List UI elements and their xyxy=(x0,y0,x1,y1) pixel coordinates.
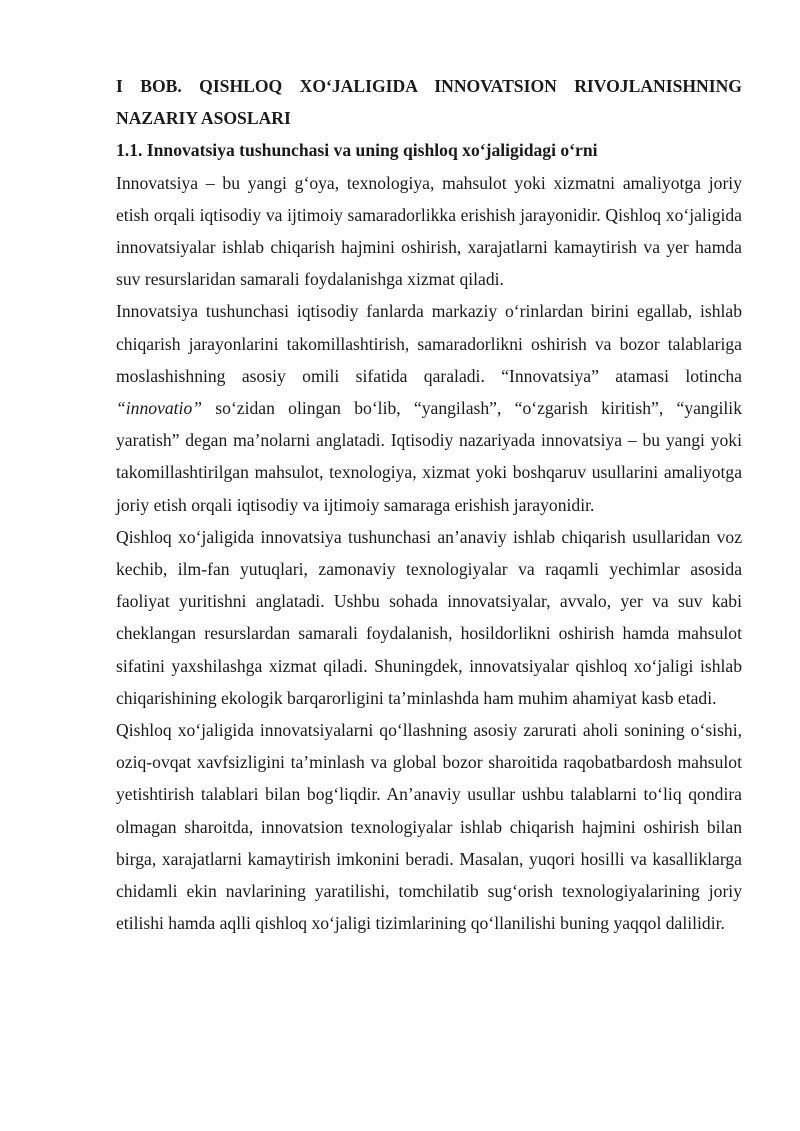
paragraph-2-text-start: Innovatsiya tushunchasi iqtisodiy fanlarda markaziy o‘rinlardan birini egallab, ishlab chiqarish jarayonlarini takomillashtirish, samaradorlikni oshirish va bozor talablariga moslashishning asosiy omili sifatida qaraladi. “Innovatsiya” atamasi lotincha xyxy=(116,301,742,386)
paragraph-1: Innovatsiya – bu yangi g‘oya, texnologiya, mahsulot yoki xizmatni amaliyotga joriy etish orqali iqtisodiy va ijtimoiy samaradorlikka erishish jarayonidir. Qishloq xo‘jaligida innovatsiyalar ishlab chiqarish hajmini oshirish, xarajatlarni kamaytirish va yer hamda suv resurslaridan samarali foydalanishga xizmat qiladi. xyxy=(116,172,742,290)
paragraph-2-italic-term: “innovatio” xyxy=(116,398,203,419)
document-page xyxy=(116,70,742,939)
paragraph-2 xyxy=(116,295,742,520)
paragraph-3: Qishloq xo‘jaligida innovatsiya tushunchasi an’anaviy ishlab chiqarish usullaridan voz kechib, ilm-fan yutuqlari, zamonaviy texnologiyalar va raqamli yechimlar asosida faoliyat yuritishni anglatadi. Ushbu sohada innovatsiyalar, avvalo, yer va suv kabi cheklangan resurslardan samarali foydalanish, hosildorlikni oshirish hamda mahsulot sifatini yaxshilashga xizmat qiladi. Shuningdek, innovatsiyalar qishloq xo‘jaligi ishlab chiqarishining ekologik barqarorligini ta’minlashda ham muhim ahamiyat kasb etadi. xyxy=(116,526,742,708)
paragraph-4: Qishloq xo‘jaligida innovatsiyalarni qo‘llashning asosiy zarurati aholi sonining o‘sishi, oziq-ovqat xavfsizligini ta’minlash va global bozor sharoitida raqobatbardosh mahsulot yetishtirish talablari bilan bog‘liqdir. An’anaviy usullar ushbu talablarni to‘liq qondira olmagan sharoitda, innovatsion texnologiyalar ishlab chiqarish hajmini oshirish bilan birga, xarajatlarni kamaytirish imkonini beradi. Masalan, yuqori hosilli va kasalliklarga chidamli ekin navlarining yaratilishi, tomchilatib sug‘orish texnologiyalarining joriy etilishi hamda aqlli qishloq xo‘jaligi tizimlarining qo‘llanilishi buning yaqqol dalilidir. xyxy=(116,720,742,934)
section-title: 1.1. Innovatsiya tushunchasi va uning qishloq xo‘jaligidagi o‘rni xyxy=(116,140,598,161)
paragraph-2-text-end: so‘zidan olingan bo‘lib, “yangilash”, “o‘zgarish kiritish”, “yangilik yaratish” degan ma’nolarni anglatadi. Iqtisodiy nazariyada innovatsiya – bu yangi yoki takomillashtirilgan mahsulot, texnologiya, xizmat yoki boshqaruv usullarini amaliyotga joriy etish orqali iqtisodiy va ijtimoiy samaraga erishish jarayonidir. xyxy=(116,398,742,515)
chapter-title: I BOB. QISHLOQ XO‘JALIGIDA INNOVATSION RIVOJLANISHNING NAZARIY ASOSLARI xyxy=(116,76,742,129)
